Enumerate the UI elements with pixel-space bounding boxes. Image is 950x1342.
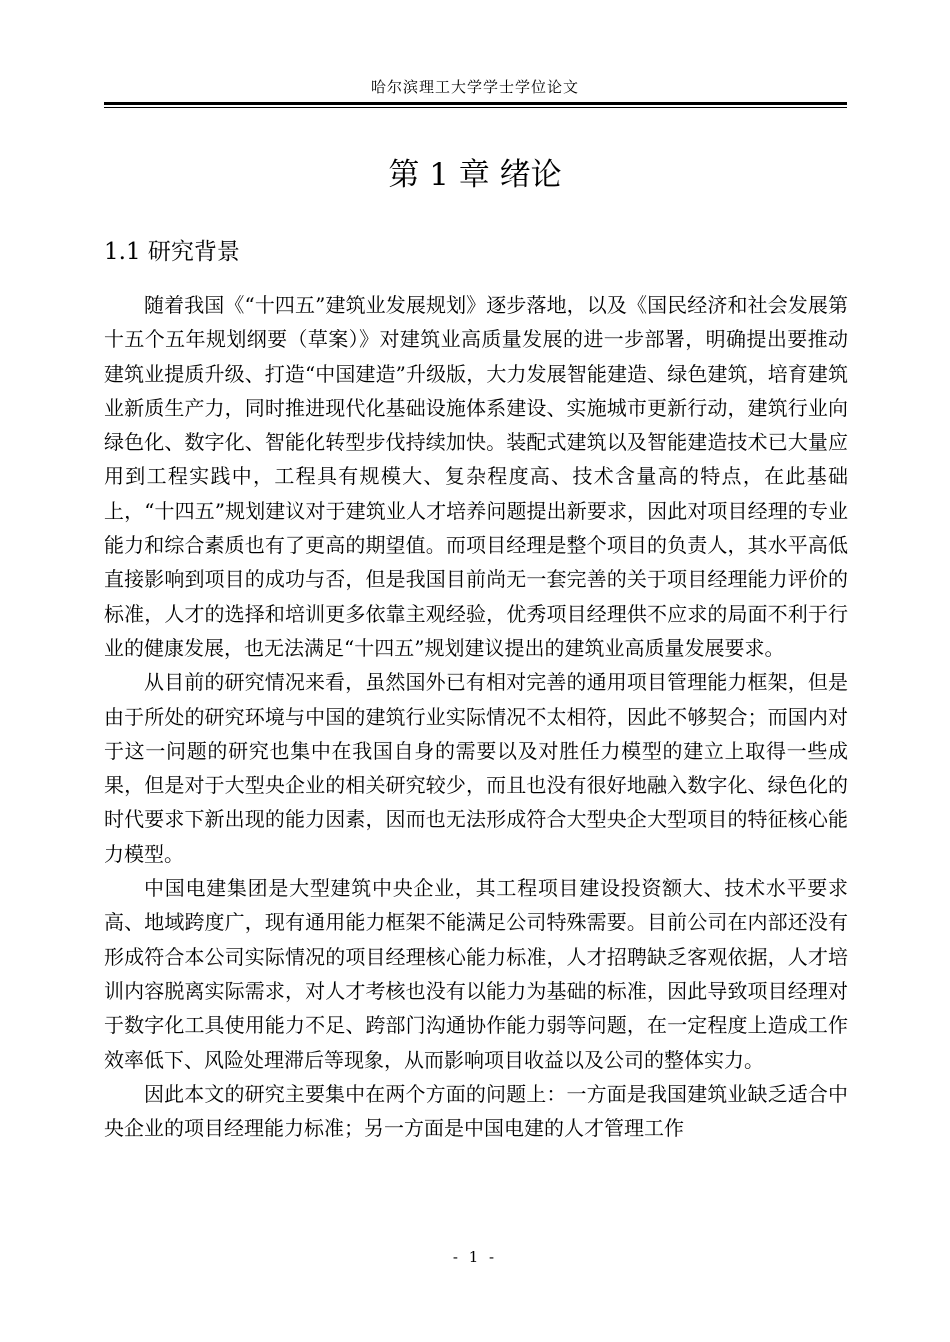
body-text: [104, 288, 848, 1145]
chapter-title: 第 1 章 绪论: [388, 157, 562, 193]
page-number: - 1 -: [452, 1248, 498, 1266]
running-header: 哈尔滨理工大学学士学位论文: [370, 78, 579, 96]
paragraph-1: 随着我国《“十四五”建筑业发展规划》逐步落地，以及《国民经济和社会发展第十五个五年规划纲要（草案）》对建筑业高质量发展的进一步部署，明确提出要推动建筑业提质升级、打造“中国建造”升级版，大力发展智能建造、绿色建筑，培育建筑业新质生产力，同时推进现代化基础设施体系建设、实施城市更新行动，建筑行业向绿色化、数字化、智能化转型步伐持续加快。装配式建筑以及智能建造技术已大量应用到工程实践中，工程具有规模大、复杂程度高、技术含量高的特点，在此基础上，“十四五”规划建议对于建筑业人才培养问题提出新要求，因此对项目经理的专业能力和综合素质也有了更高的期望值。而项目经理是整个项目的负责人，其水平高低直接影响到项目的成功与否，但是我国目前尚无一套完善的关于项目经理能力评价的标准，人才的选择和培训更多依靠主观经验，优秀项目经理供不应求的局面不利于行业的健康发展，也无法满足“十四五”规划建议提出的建筑业高质量发展要求。: [104, 293, 848, 660]
header-rule-thick: [104, 102, 847, 105]
paragraph-4: 因此本文的研究主要集中在两个方面的问题上：一方面是我国建筑业缺乏适合中央企业的项目经理能力标准；另一方面是中国电建的人才管理工作: [104, 1081, 848, 1141]
section-title: 1.1 研究背景: [104, 239, 240, 265]
paragraph-2: 从目前的研究情况来看，虽然国外已有相对完善的通用项目管理能力框架，但是由于所处的研究环境与中国的建筑行业实际情况不太相符，因此不够契合；而国内对于这一问题的研究也集中在我国自身的需要以及对胜任力模型的建立上取得一些成果，但是对于大型央企业的相关研究较少，而且也没有很好地融入数字化、绿色化的时代要求下新出现的能力因素，因而也无法形成符合大型央企大型项目的特征核心能力模型。: [104, 670, 848, 866]
header-rule-thin: [104, 107, 847, 108]
paragraph-3: 中国电建集团是大型建筑中央企业，其工程项目建设投资额大、技术水平要求高、地域跨度广，现有通用能力框架不能满足公司特殊需要。目前公司在内部还没有形成符合本公司实际情况的项目经理核心能力标准，人才招聘缺乏客观依据，人才培训内容脱离实际需求，对人才考核也没有以能力为基础的标准，因此导致项目经理对于数字化工具使用能力不足、跨部门沟通协作能力弱等问题，在一定程度上造成工作效率低下、风险处理滞后等现象，从而影响项目收益以及公司的整体实力。: [104, 876, 848, 1072]
